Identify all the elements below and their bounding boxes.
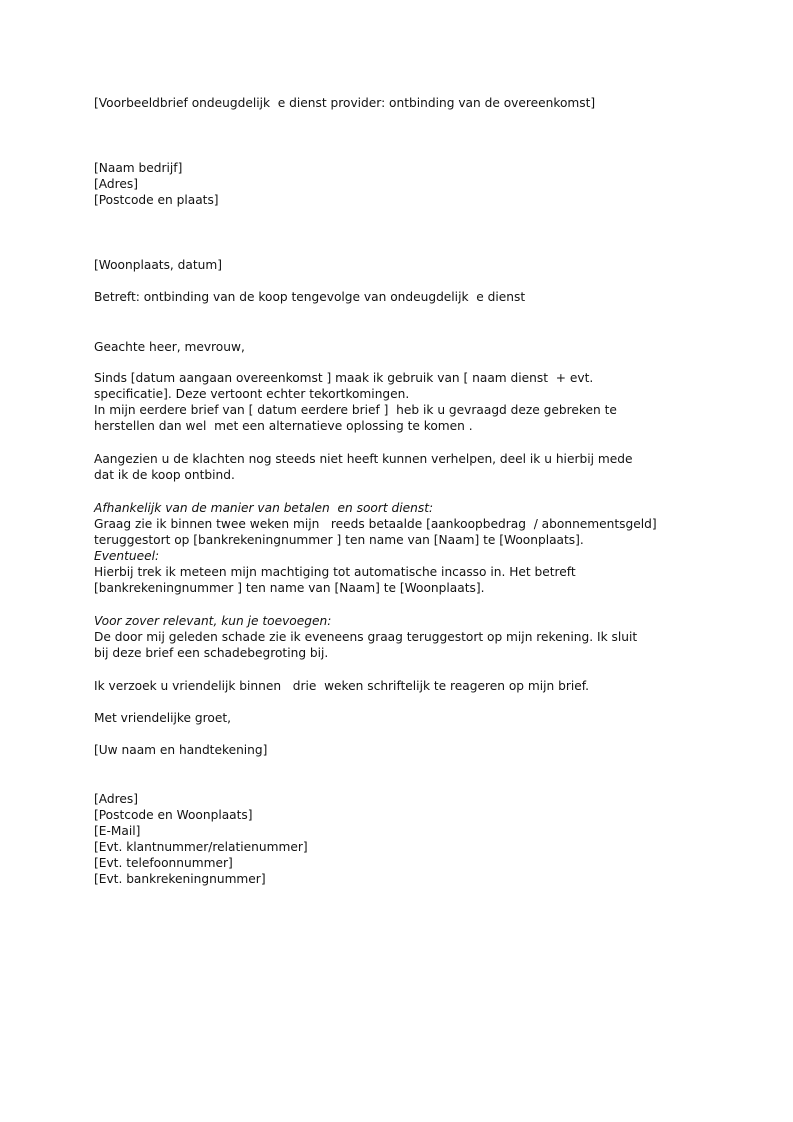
paragraph-line: herstellen dan wel met een alternatieve oplossing te komen .: [94, 419, 473, 433]
optional-note: Eventueel:: [94, 549, 160, 563]
paragraph-line: De door mij geleden schade zie ik eveneens graag teruggestort op mijn rekening. Ik sluit: [94, 630, 638, 644]
sender-line: [Adres]: [94, 792, 138, 806]
salutation: Geachte heer, mevrouw,: [94, 340, 245, 354]
paragraph-line: teruggestort op [bankrekeningnummer ] ten name van [Naam] te [Woonplaats].: [94, 533, 584, 547]
paragraph-line: dat ik de koop ontbind.: [94, 468, 235, 482]
sender-line: [Postcode en Woonplaats]: [94, 808, 253, 822]
signature-placeholder: [Uw naam en handtekening]: [94, 743, 268, 757]
paragraph-line: Sinds [datum aangaan overeenkomst ] maak ik gebruik van [ naam dienst + evt.: [94, 371, 594, 385]
sender-line: [E-Mail]: [94, 824, 141, 838]
recipient-company: [Naam bedrijf]: [94, 161, 183, 175]
paragraph-line: [bankrekeningnummer ] ten name van [Naam] te [Woonplaats].: [94, 581, 485, 595]
paragraph-line: Aangezien u de klachten nog steeds niet heeft kunnen verhelpen, deel ik u hierbij mede: [94, 452, 633, 466]
recipient-postcode-city: [Postcode en plaats]: [94, 193, 219, 207]
relevant-note: Voor zover relevant, kun je toevoegen:: [94, 614, 332, 628]
paragraph-line: Ik verzoek u vriendelijk binnen drie weken schriftelijk te reageren op mijn brief.: [94, 679, 590, 693]
payment-note: Afhankelijk van de manier van betalen en soort dienst:: [94, 501, 434, 515]
paragraph-line: Hierbij trek ik meteen mijn machtiging tot automatische incasso in. Het betreft: [94, 565, 576, 579]
recipient-address: [Adres]: [94, 177, 138, 191]
paragraph-line: bij deze brief een schadebegroting bij.: [94, 646, 329, 660]
letter-title: [Voorbeeldbrief ondeugdelijk e dienst provider: ontbinding van de overeenkomst]: [94, 96, 596, 110]
sender-line: [Evt. bankrekeningnummer]: [94, 872, 266, 886]
closing: Met vriendelijke groet,: [94, 711, 231, 725]
sender-line: [Evt. klantnummer/relatienummer]: [94, 840, 308, 854]
paragraph-line: Graag zie ik binnen twee weken mijn reeds betaalde [aankoopbedrag / abonnementsgeld]: [94, 517, 657, 531]
place-date: [Woonplaats, datum]: [94, 258, 222, 272]
subject-line: Betreft: ontbinding van de koop tengevolge van ondeugdelijk e dienst: [94, 290, 526, 304]
sender-line: [Evt. telefoonnummer]: [94, 856, 233, 870]
paragraph-line: In mijn eerdere brief van [ datum eerdere brief ] heb ik u gevraagd deze gebreken te: [94, 403, 617, 417]
paragraph-line: specificatie]. Deze vertoont echter tekortkomingen.: [94, 387, 410, 401]
